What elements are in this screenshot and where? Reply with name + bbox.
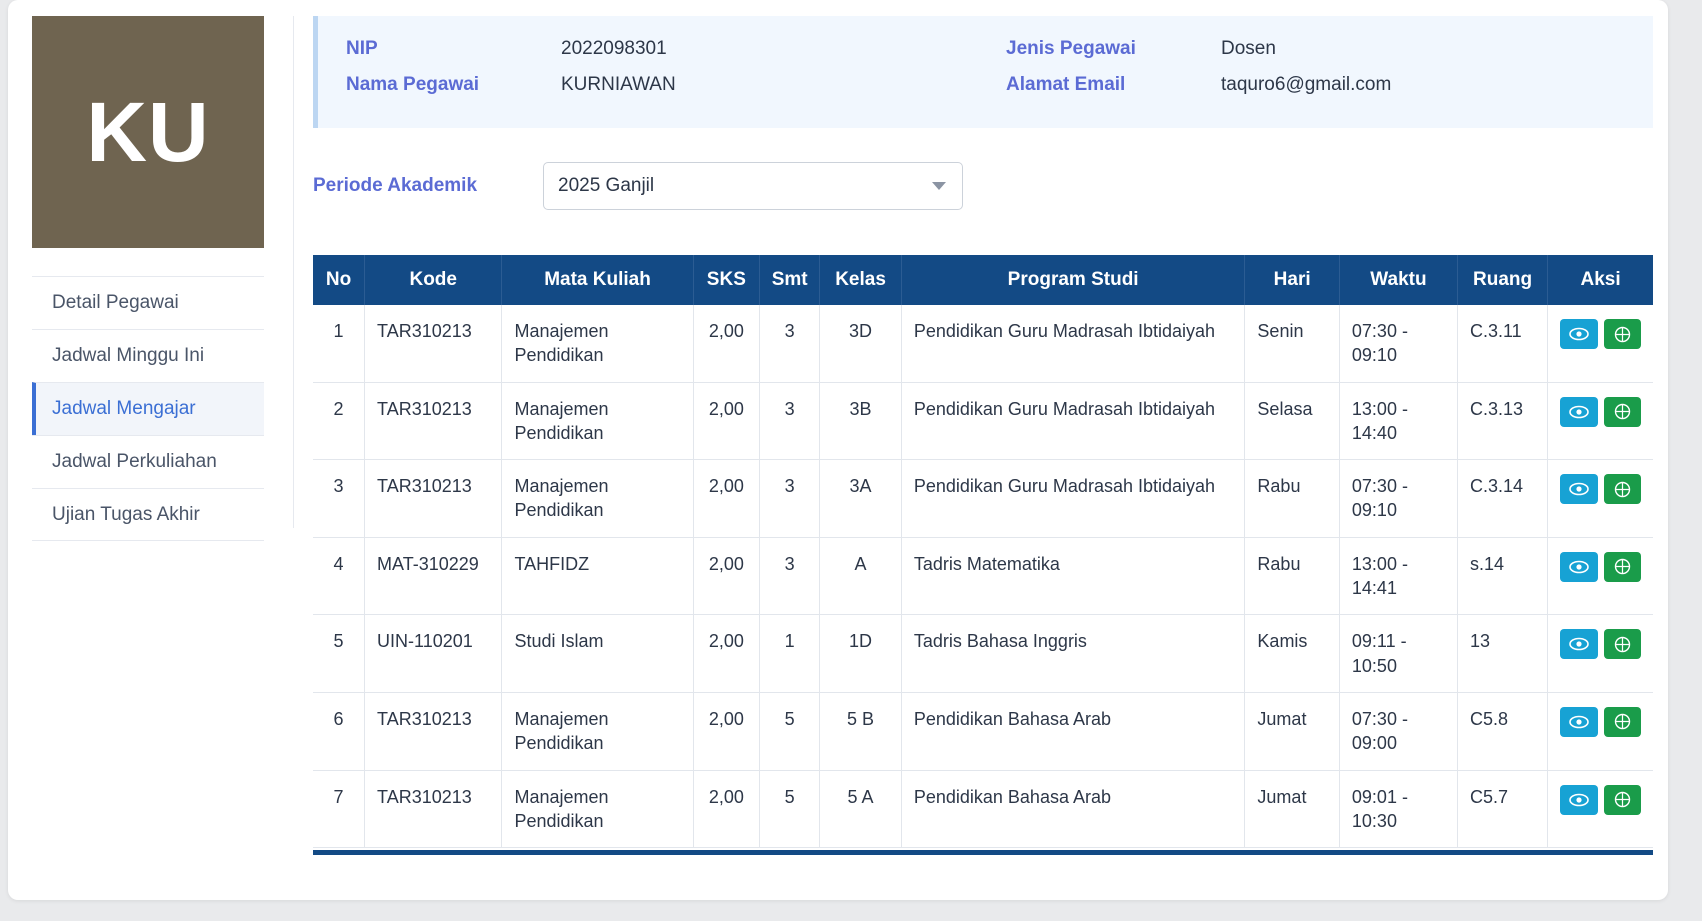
sidebar-item-ujian-tugas-akhir[interactable] — [32, 488, 264, 541]
cell-waktu: 07:30 - 09:10 — [1339, 305, 1457, 382]
sidebar-item-jadwal-mengajar[interactable] — [32, 382, 264, 435]
profile-field-jenis-pegawai — [1006, 38, 1638, 60]
col-smt: Smt — [760, 255, 820, 305]
cell-no: 1 — [313, 305, 365, 382]
location-button[interactable] — [1604, 785, 1641, 815]
table-row — [313, 305, 1653, 382]
cell-sks: 2,00 — [693, 537, 760, 615]
cell-mata-kuliah: Manajemen Pendidikan — [502, 692, 693, 770]
profile-field-nama-pegawai — [346, 74, 978, 96]
schedule-table — [313, 255, 1653, 848]
cell-ruang: s.14 — [1458, 537, 1548, 615]
col-hari: Hari — [1245, 255, 1339, 305]
location-button[interactable] — [1604, 319, 1641, 349]
cell-no: 2 — [313, 382, 365, 460]
content-card — [8, 0, 1668, 900]
cell-aksi — [1548, 770, 1653, 848]
sidebar-item-label: Jadwal Perkuliahan — [52, 451, 217, 472]
row-action-buttons — [1560, 319, 1641, 349]
cell-smt: 5 — [760, 770, 820, 848]
eye-icon — [1569, 560, 1589, 574]
cell-kode: MAT-310229 — [365, 537, 502, 615]
chevron-down-icon — [932, 182, 946, 190]
sidebar-divider — [293, 16, 294, 528]
globe-icon — [1614, 791, 1631, 808]
cell-aksi — [1548, 305, 1653, 382]
cell-program-studi: Tadris Bahasa Inggris — [901, 615, 1245, 693]
profile-field-label: Jenis Pegawai — [1006, 38, 1136, 59]
view-button[interactable] — [1560, 397, 1597, 427]
avatar — [32, 16, 264, 248]
sidebar — [32, 16, 277, 541]
cell-no: 7 — [313, 770, 365, 848]
cell-mata-kuliah: Manajemen Pendidikan — [502, 770, 693, 848]
cell-smt: 3 — [760, 537, 820, 615]
cell-waktu: 09:11 - 10:50 — [1339, 615, 1457, 693]
cell-aksi — [1548, 537, 1653, 615]
cell-program-studi: Tadris Matematika — [901, 537, 1245, 615]
cell-hari: Rabu — [1245, 460, 1339, 538]
globe-icon — [1614, 558, 1631, 575]
cell-aksi — [1548, 692, 1653, 770]
row-action-buttons — [1560, 474, 1641, 504]
cell-aksi — [1548, 382, 1653, 460]
row-action-buttons — [1560, 552, 1641, 582]
cell-kode: TAR310213 — [365, 382, 502, 460]
col-ruang: Ruang — [1458, 255, 1548, 305]
cell-waktu: 13:00 - 14:41 — [1339, 537, 1457, 615]
cell-mata-kuliah: Manajemen Pendidikan — [502, 305, 693, 382]
cell-program-studi: Pendidikan Guru Madrasah Ibtidaiyah — [901, 460, 1245, 538]
cell-no: 6 — [313, 692, 365, 770]
cell-program-studi: Pendidikan Bahasa Arab — [901, 692, 1245, 770]
cell-smt: 3 — [760, 305, 820, 382]
cell-kode: UIN-110201 — [365, 615, 502, 693]
period-select-value: 2025 Ganjil — [558, 175, 655, 196]
profile-field-label: NIP — [346, 38, 378, 59]
sidebar-item-label: Ujian Tugas Akhir — [52, 503, 200, 525]
period-select[interactable] — [543, 162, 963, 210]
profile-field-alamat-email — [1006, 74, 1638, 96]
cell-kode: TAR310213 — [365, 305, 502, 382]
cell-ruang: 13 — [1458, 615, 1548, 693]
location-button[interactable] — [1604, 707, 1641, 737]
eye-icon — [1569, 637, 1589, 651]
view-button[interactable] — [1560, 474, 1597, 504]
cell-kelas: 5 B — [820, 692, 902, 770]
table-row — [313, 615, 1653, 693]
row-action-buttons — [1560, 397, 1641, 427]
sidebar-item-label: Jadwal Minggu Ini — [52, 345, 205, 366]
table-row — [313, 692, 1653, 770]
row-action-buttons — [1560, 707, 1641, 737]
col-aksi: Aksi — [1548, 255, 1653, 305]
profile-field-value: taquro6@gmail.com — [1221, 74, 1392, 95]
table-row — [313, 770, 1653, 848]
cell-hari: Senin — [1245, 305, 1339, 382]
cell-no: 4 — [313, 537, 365, 615]
table-bottom-bar — [313, 850, 1653, 855]
cell-hari: Jumat — [1245, 770, 1339, 848]
globe-icon — [1614, 713, 1631, 730]
eye-icon — [1569, 405, 1589, 419]
cell-hari: Jumat — [1245, 692, 1339, 770]
cell-waktu: 07:30 - 09:10 — [1339, 460, 1457, 538]
cell-waktu: 07:30 - 09:00 — [1339, 692, 1457, 770]
cell-kelas: 3B — [820, 382, 902, 460]
cell-sks: 2,00 — [693, 460, 760, 538]
cell-mata-kuliah: Manajemen Pendidikan — [502, 460, 693, 538]
cell-kode: TAR310213 — [365, 460, 502, 538]
table-header-row — [313, 255, 1653, 305]
cell-kelas: 1D — [820, 615, 902, 693]
cell-kelas: 5 A — [820, 770, 902, 848]
profile-field-label: Nama Pegawai — [346, 74, 480, 95]
cell-hari: Selasa — [1245, 382, 1339, 460]
eye-icon — [1569, 715, 1589, 729]
view-button[interactable] — [1560, 707, 1597, 737]
eye-icon — [1569, 793, 1589, 807]
sidebar-menu — [32, 276, 264, 541]
cell-ruang: C.3.11 — [1458, 305, 1548, 382]
col-mata-kuliah: Mata Kuliah — [502, 255, 693, 305]
globe-icon — [1614, 326, 1631, 343]
col-kelas: Kelas — [820, 255, 902, 305]
cell-smt: 1 — [760, 615, 820, 693]
table-row — [313, 460, 1653, 538]
cell-smt: 5 — [760, 692, 820, 770]
cell-kode: TAR310213 — [365, 692, 502, 770]
cell-hari: Kamis — [1245, 615, 1339, 693]
cell-ruang: C.3.13 — [1458, 382, 1548, 460]
schedule-table-body — [313, 305, 1653, 848]
view-button[interactable] — [1560, 552, 1597, 582]
profile-field-nip — [346, 38, 978, 60]
table-row — [313, 537, 1653, 615]
row-action-buttons — [1560, 785, 1641, 815]
cell-sks: 2,00 — [693, 692, 760, 770]
cell-ruang: C5.8 — [1458, 692, 1548, 770]
cell-hari: Rabu — [1245, 537, 1339, 615]
period-label: Periode Akademik — [313, 175, 478, 196]
profile-field-value: KURNIAWAN — [561, 74, 676, 95]
sidebar-item-label: Detail Pegawai — [52, 292, 179, 313]
cell-no: 5 — [313, 615, 365, 693]
location-button[interactable] — [1604, 552, 1641, 582]
eye-icon — [1569, 482, 1589, 496]
profile-field-value: 2022098301 — [561, 38, 667, 59]
cell-kelas: 3A — [820, 460, 902, 538]
col-waktu: Waktu — [1339, 255, 1457, 305]
col-program-studi: Program Studi — [901, 255, 1245, 305]
profile-info-panel — [313, 16, 1653, 128]
schedule-table-wrapper — [313, 255, 1653, 855]
eye-icon — [1569, 327, 1589, 341]
view-button[interactable] — [1560, 785, 1597, 815]
profile-info-left — [318, 16, 978, 128]
cell-smt: 3 — [760, 460, 820, 538]
col-kode: Kode — [365, 255, 502, 305]
location-button[interactable] — [1604, 397, 1641, 427]
profile-field-value: Dosen — [1221, 38, 1276, 59]
cell-mata-kuliah: Manajemen Pendidikan — [502, 382, 693, 460]
location-button[interactable] — [1604, 629, 1641, 659]
sidebar-item-jadwal-minggu-ini[interactable] — [32, 329, 264, 382]
profile-field-label: Alamat Email — [1006, 74, 1126, 95]
cell-sks: 2,00 — [693, 305, 760, 382]
cell-sks: 2,00 — [693, 770, 760, 848]
cell-program-studi: Pendidikan Guru Madrasah Ibtidaiyah — [901, 305, 1245, 382]
cell-waktu: 09:01 - 10:30 — [1339, 770, 1457, 848]
cell-kode: TAR310213 — [365, 770, 502, 848]
cell-mata-kuliah: TAHFIDZ — [502, 537, 693, 615]
cell-aksi — [1548, 460, 1653, 538]
col-sks: SKS — [693, 255, 760, 305]
sidebar-item-detail-pegawai[interactable] — [32, 276, 264, 329]
cell-waktu: 13:00 - 14:40 — [1339, 382, 1457, 460]
cell-mata-kuliah: Studi Islam — [502, 615, 693, 693]
cell-no: 3 — [313, 460, 365, 538]
cell-kelas: A — [820, 537, 902, 615]
cell-sks: 2,00 — [693, 382, 760, 460]
cell-program-studi: Pendidikan Bahasa Arab — [901, 770, 1245, 848]
cell-smt: 3 — [760, 382, 820, 460]
cell-ruang: C5.7 — [1458, 770, 1548, 848]
col-no: No — [313, 255, 365, 305]
location-button[interactable] — [1604, 474, 1641, 504]
cell-aksi — [1548, 615, 1653, 693]
profile-info-right — [978, 16, 1638, 128]
cell-kelas: 3D — [820, 305, 902, 382]
sidebar-item-label: Jadwal Mengajar — [52, 398, 196, 419]
view-button[interactable] — [1560, 319, 1597, 349]
globe-icon — [1614, 481, 1631, 498]
cell-program-studi: Pendidikan Guru Madrasah Ibtidaiyah — [901, 382, 1245, 460]
view-button[interactable] — [1560, 629, 1597, 659]
table-row — [313, 382, 1653, 460]
cell-sks: 2,00 — [693, 615, 760, 693]
globe-icon — [1614, 636, 1631, 653]
sidebar-item-jadwal-perkuliahan[interactable] — [32, 435, 264, 488]
period-selector-group — [313, 162, 963, 210]
avatar-initials: KU — [86, 84, 210, 179]
row-action-buttons — [1560, 629, 1641, 659]
globe-icon — [1614, 403, 1631, 420]
cell-ruang: C.3.14 — [1458, 460, 1548, 538]
